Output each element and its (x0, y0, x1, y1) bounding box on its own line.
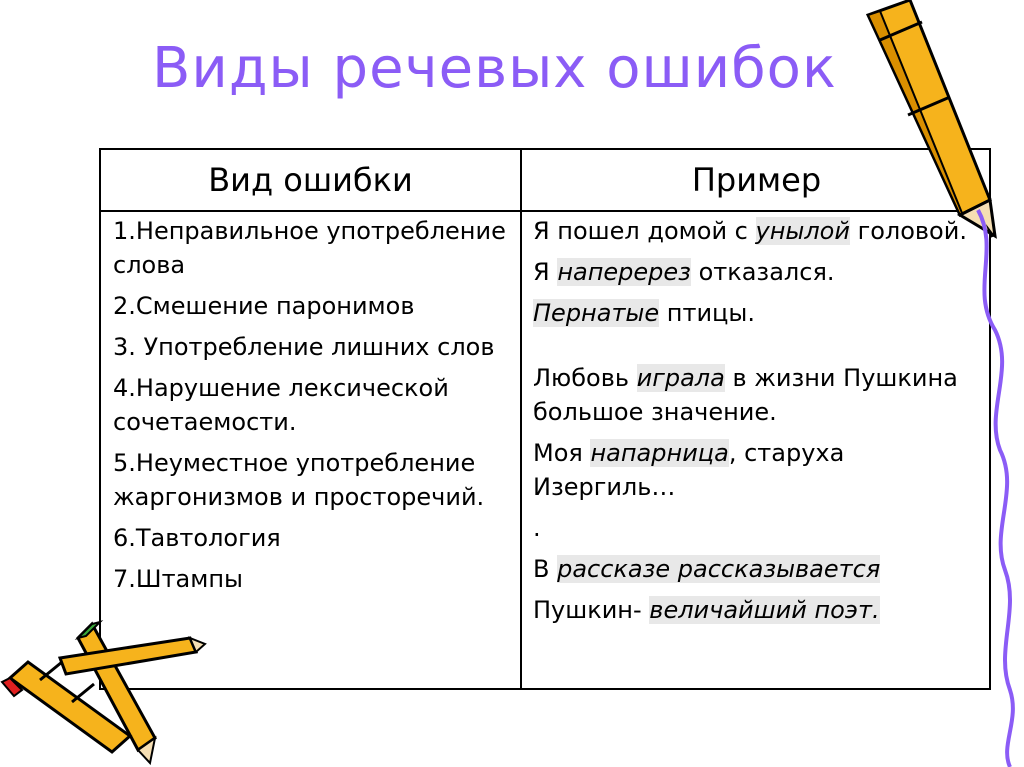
error-type-6: 6.Тавтология (113, 524, 281, 552)
error-type-5: 5.Неуместное употребление жаргонизмов и просторечий. (113, 449, 485, 511)
example-highlight: наперерез (557, 258, 691, 286)
column-divider (520, 150, 522, 688)
error-type-2: 2.Смешение паронимов (113, 292, 415, 320)
header-error-type: Вид ошибки (208, 161, 413, 199)
example-3: Пернатые птицы. (533, 299, 755, 327)
example-highlight: играла (636, 364, 725, 392)
page-title: Виды речевых ошибок (152, 36, 837, 101)
example-highlight: напарница (590, 439, 729, 467)
error-type-1: 1.Неправильное употребление слова (113, 217, 506, 279)
example-6: . (533, 514, 541, 542)
pencil-decoration-left (0, 618, 210, 767)
example-8: Пушкин- величайший поэт. (533, 596, 880, 624)
example-7: В рассказе рассказывается (533, 555, 881, 583)
error-type-7: 7.Штампы (113, 565, 243, 593)
squiggle-line (978, 210, 1013, 767)
example-highlight: унылой (755, 217, 850, 245)
error-type-3: 3. Употребление лишних слов (113, 333, 495, 361)
pencil-icon (868, 0, 995, 238)
error-types-column (113, 214, 518, 603)
example-highlight: Пернатые (533, 299, 660, 327)
example-4: Любовь играла в жизни Пушкина большое значение. (533, 364, 958, 426)
pencil-decoration-right (850, 0, 1024, 767)
header-example: Пример (691, 161, 822, 199)
example-2: Я наперерез отказался. (533, 258, 835, 286)
example-highlight: величайший поэт. (649, 596, 880, 624)
example-5: Моя напарница, старуха Изергиль… (533, 439, 845, 501)
error-type-4: 4.Нарушение лексической сочетаемости. (113, 374, 449, 436)
example-highlight: рассказе рассказывается (557, 555, 881, 583)
example-1: Я пошел домой с унылой головой. (533, 217, 967, 245)
